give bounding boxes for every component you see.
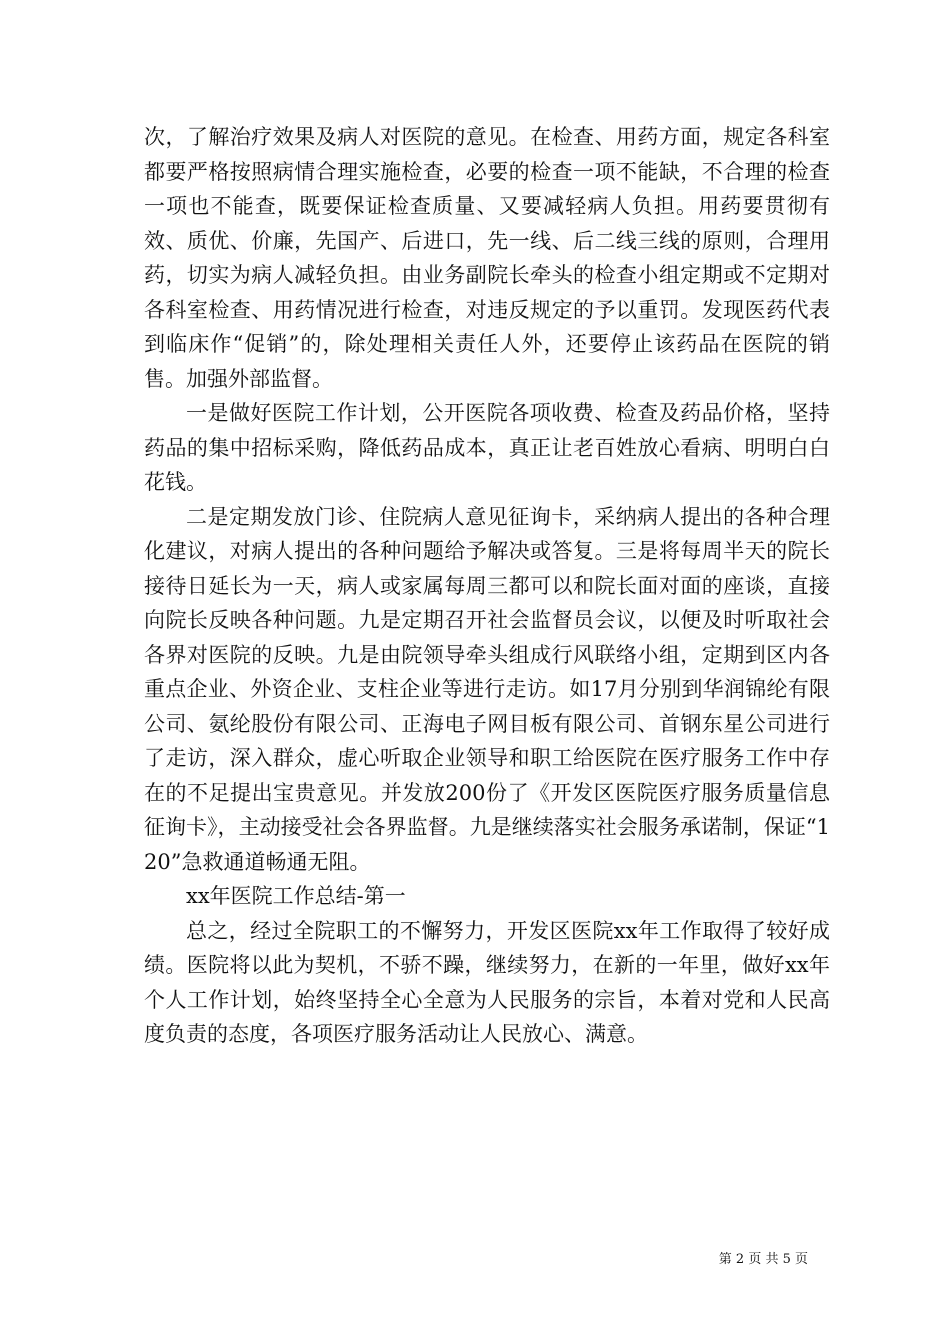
paragraph-supervision: 二是定期发放门诊、住院病人意见征询卡，采纳病人提出的各种合理化建议，对病人提出的各种问题给予解决或答复。三是将每周半天的院长接待日延长为一天，病人或家属每周三都可以和院长面对面的座谈，直接向院长反映各种问题。九是定期召开社会监督员会议，以便及时听取社会各界对医院的反映。九是由院领导牵头组成行风联络小组，定期到区内各重点企业、外资企业、支柱企业等进行走访。如17月分别到华润锦纶有限公司、氨纶股份有限公司、正海电子网目板有限公司、首钢东星公司进行了走访，深入群众，虚心听取企业领导和职工给医院在医疗服务工作中存在的不足提出宝贵意见。并发放200份了《开发区医院医疗服务质量信息征询卡》，主动接受社会各界监督。九是继续落实社会服务承诺制，保证“120”急救通道畅通无阻。: [144, 504, 830, 874]
body-text: [144, 120, 830, 1052]
page-number: 第 2 页 共 5 页: [718, 1252, 808, 1267]
section-subheading: xx年医院工作总结-第一: [186, 884, 406, 908]
paragraph-summary: 总之，经过全院职工的不懈努力，开发区医院xx年工作取得了较好成绩。医院将以此为契机，不骄不躁，继续努力，在新的一年里，做好xx年个人工作计划，始终坚持全心全意为人民服务的宗旨，本着对党和人民高度负责的态度，各项医疗服务活动让人民放心、满意。: [144, 918, 830, 1046]
paragraph-continuation: 次，了解治疗效果及病人对医院的意见。在检查、用药方面，规定各科室都要严格按照病情合理实施检查，必要的检查一项不能缺，不合理的检查一项也不能查，既要保证检查质量、又要减轻病人负担。用药要贯彻有效、质优、价廉，先国产、后进口，先一线、后二线三线的原则，合理用药，切实为病人减轻负担。由业务副院长牵头的检查小组定期或不定期对各科室检查、用药情况进行检查，对违反规定的予以重罚。发现医药代表到临床作“促销”的，除处理相关责任人外，还要停止该药品在医院的销售。加强外部监督。: [144, 125, 830, 391]
paragraph-hospital-plan: 一是做好医院工作计划，公开医院各项收费、检查及药品价格，坚持药品的集中招标采购，降低药品成本，真正让老百姓放心看病、明明白白花钱。: [144, 401, 830, 494]
